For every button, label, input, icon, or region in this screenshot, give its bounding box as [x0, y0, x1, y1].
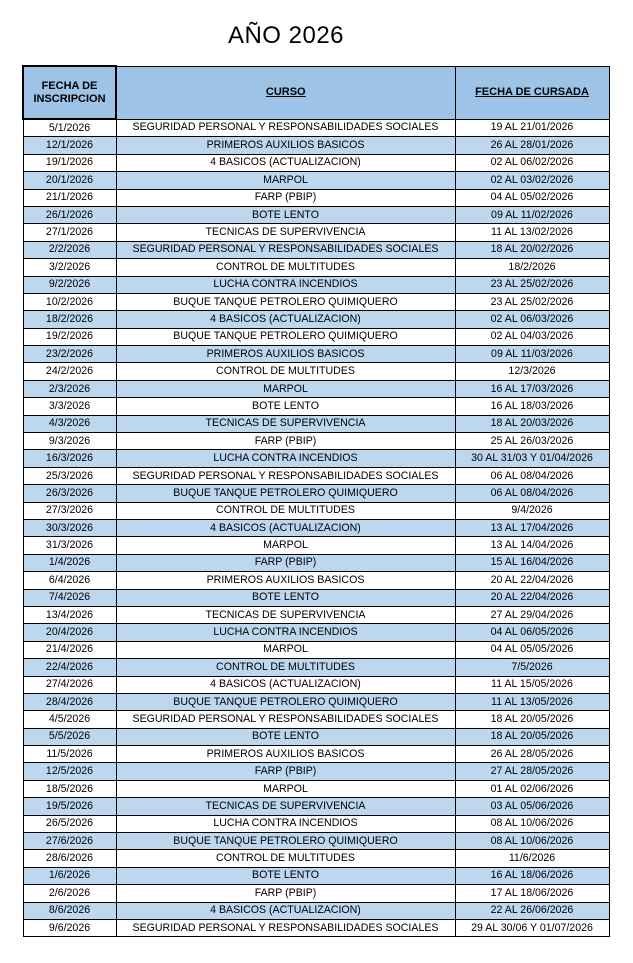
fecha-cursada-cell: 20 AL 22/04/2026 [455, 572, 609, 589]
curso-cell: PRIMEROS AUXILIOS BASICOS [116, 346, 455, 363]
curso-cell: SEGURIDAD PERSONAL Y RESPONSABILIDADES SOCIALES [116, 467, 455, 484]
curso-cell: LUCHA CONTRA INCENDIOS [116, 624, 455, 641]
curso-cell: MARPOL [116, 641, 455, 658]
fecha-cursada-cell: 19 AL 21/01/2026 [455, 119, 609, 137]
table-row [23, 572, 609, 589]
fecha-cursada-cell: 26 AL 28/05/2026 [455, 746, 609, 763]
table-row [23, 328, 609, 345]
fecha-cursada-cell: 02 AL 03/02/2026 [455, 172, 609, 189]
fecha-cursada-cell: 02 AL 06/02/2026 [455, 154, 609, 171]
table-row [23, 415, 609, 432]
fecha-cursada-cell: 09 AL 11/03/2026 [455, 346, 609, 363]
fecha-inscripcion-cell: 20/1/2026 [23, 172, 116, 189]
fecha-inscripcion-cell: 27/3/2026 [23, 502, 116, 519]
fecha-cursada-cell: 9/4/2026 [455, 502, 609, 519]
fecha-inscripcion-cell: 18/2/2026 [23, 311, 116, 328]
fecha-cursada-cell: 29 AL 30/06 Y 01/07/2026 [455, 919, 609, 936]
curso-cell: 4 BASICOS (ACTUALIZACION) [116, 154, 455, 171]
fecha-inscripcion-cell: 19/2/2026 [23, 328, 116, 345]
curso-cell: BOTE LENTO [116, 398, 455, 415]
curso-cell: BUQUE TANQUE PETROLERO QUIMIQUERO [116, 328, 455, 345]
fecha-inscripcion-cell: 3/2/2026 [23, 259, 116, 276]
fecha-inscripcion-cell: 5/5/2026 [23, 728, 116, 745]
curso-cell: SEGURIDAD PERSONAL Y RESPONSABILIDADES SOCIALES [116, 919, 455, 936]
table-row [23, 676, 609, 693]
curso-cell: SEGURIDAD PERSONAL Y RESPONSABILIDADES SOCIALES [116, 119, 455, 137]
fecha-cursada-cell: 22 AL 26/06/2026 [455, 902, 609, 919]
curso-cell: BUQUE TANQUE PETROLERO QUIMIQUERO [116, 833, 455, 850]
fecha-inscripcion-cell: 9/2/2026 [23, 276, 116, 293]
fecha-inscripcion-cell: 7/4/2026 [23, 589, 116, 606]
fecha-cursada-cell: 18 AL 20/03/2026 [455, 415, 609, 432]
fecha-cursada-cell: 11 AL 13/02/2026 [455, 224, 609, 241]
curso-cell: TECNICAS DE SUPERVIVENCIA [116, 224, 455, 241]
fecha-inscripcion-cell: 26/5/2026 [23, 815, 116, 832]
table-row [23, 380, 609, 397]
table-row [23, 919, 609, 936]
table-row [23, 606, 609, 623]
fecha-inscripcion-cell: 30/3/2026 [23, 519, 116, 536]
table-row [23, 815, 609, 832]
curso-cell: BOTE LENTO [116, 867, 455, 884]
curso-cell: TECNICAS DE SUPERVIVENCIA [116, 798, 455, 815]
fecha-cursada-cell: 04 AL 06/05/2026 [455, 624, 609, 641]
header-fecha-cursada: FECHA DE CURSADA [455, 66, 609, 119]
table-row [23, 519, 609, 536]
curso-cell: CONTROL DE MULTITUDES [116, 259, 455, 276]
fecha-inscripcion-cell: 13/4/2026 [23, 606, 116, 623]
table-row [23, 433, 609, 450]
fecha-cursada-cell: 04 AL 05/05/2026 [455, 641, 609, 658]
curso-cell: 4 BASICOS (ACTUALIZACION) [116, 311, 455, 328]
fecha-inscripcion-cell: 25/3/2026 [23, 467, 116, 484]
table-row [23, 589, 609, 606]
fecha-inscripcion-cell: 27/4/2026 [23, 676, 116, 693]
fecha-inscripcion-cell: 2/6/2026 [23, 885, 116, 902]
fecha-inscripcion-cell: 10/2/2026 [23, 293, 116, 310]
curso-cell: FARP (PBIP) [116, 763, 455, 780]
table-row [23, 659, 609, 676]
table-row [23, 537, 609, 554]
fecha-inscripcion-cell: 16/3/2026 [23, 450, 116, 467]
fecha-inscripcion-cell: 2/3/2026 [23, 380, 116, 397]
curso-cell: MARPOL [116, 380, 455, 397]
table-row [23, 502, 609, 519]
table-row [23, 311, 609, 328]
fecha-cursada-cell: 20 AL 22/04/2026 [455, 589, 609, 606]
fecha-inscripcion-cell: 23/2/2026 [23, 346, 116, 363]
fecha-inscripcion-cell: 12/1/2026 [23, 137, 116, 154]
fecha-inscripcion-cell: 1/4/2026 [23, 554, 116, 571]
table-row [23, 450, 609, 467]
fecha-inscripcion-cell: 1/6/2026 [23, 867, 116, 884]
table-row [23, 119, 609, 137]
fecha-inscripcion-cell: 2/2/2026 [23, 241, 116, 258]
table-row [23, 711, 609, 728]
curso-cell: SEGURIDAD PERSONAL Y RESPONSABILIDADES SOCIALES [116, 711, 455, 728]
curso-cell: LUCHA CONTRA INCENDIOS [116, 815, 455, 832]
fecha-cursada-cell: 06 AL 08/04/2026 [455, 467, 609, 484]
curso-cell: SEGURIDAD PERSONAL Y RESPONSABILIDADES SOCIALES [116, 241, 455, 258]
table-row [23, 641, 609, 658]
fecha-cursada-cell: 01 AL 02/06/2026 [455, 780, 609, 797]
curso-cell: BOTE LENTO [116, 206, 455, 223]
fecha-inscripcion-cell: 9/6/2026 [23, 919, 116, 936]
table-row [23, 467, 609, 484]
fecha-inscripcion-cell: 8/6/2026 [23, 902, 116, 919]
curso-cell: 4 BASICOS (ACTUALIZACION) [116, 676, 455, 693]
curso-cell: PRIMEROS AUXILIOS BASICOS [116, 137, 455, 154]
fecha-inscripcion-cell: 4/3/2026 [23, 415, 116, 432]
fecha-cursada-cell: 13 AL 14/04/2026 [455, 537, 609, 554]
header-fecha-inscripcion-label: FECHA DE INSCRIPCION [33, 79, 106, 105]
table-row [23, 902, 609, 919]
table-row [23, 206, 609, 223]
fecha-cursada-cell: 27 AL 28/05/2026 [455, 763, 609, 780]
curso-cell: FARP (PBIP) [116, 189, 455, 206]
curso-cell: BUQUE TANQUE PETROLERO QUIMIQUERO [116, 485, 455, 502]
fecha-cursada-cell: 08 AL 10/06/2026 [455, 833, 609, 850]
curso-cell: TECNICAS DE SUPERVIVENCIA [116, 606, 455, 623]
fecha-cursada-cell: 02 AL 06/03/2026 [455, 311, 609, 328]
fecha-inscripcion-cell: 28/6/2026 [23, 850, 116, 867]
table-row [23, 780, 609, 797]
table-row [23, 798, 609, 815]
fecha-cursada-cell: 26 AL 28/01/2026 [455, 137, 609, 154]
curso-cell: MARPOL [116, 537, 455, 554]
table-row [23, 728, 609, 745]
curso-cell: CONTROL DE MULTITUDES [116, 659, 455, 676]
table-row [23, 850, 609, 867]
curso-cell: BUQUE TANQUE PETROLERO QUIMIQUERO [116, 293, 455, 310]
table-row [23, 363, 609, 380]
fecha-cursada-cell: 25 AL 26/03/2026 [455, 433, 609, 450]
curso-cell: FARP (PBIP) [116, 554, 455, 571]
fecha-cursada-cell: 23 AL 25/02/2026 [455, 276, 609, 293]
curso-cell: PRIMEROS AUXILIOS BASICOS [116, 572, 455, 589]
fecha-cursada-cell: 27 AL 29/04/2026 [455, 606, 609, 623]
fecha-cursada-cell: 12/3/2026 [455, 363, 609, 380]
fecha-cursada-cell: 18 AL 20/05/2026 [455, 728, 609, 745]
table-row [23, 172, 609, 189]
curso-cell: FARP (PBIP) [116, 433, 455, 450]
fecha-cursada-cell: 08 AL 10/06/2026 [455, 815, 609, 832]
fecha-inscripcion-cell: 24/2/2026 [23, 363, 116, 380]
fecha-cursada-cell: 18/2/2026 [455, 259, 609, 276]
fecha-cursada-cell: 30 AL 31/03 Y 01/04/2026 [455, 450, 609, 467]
table-row [23, 241, 609, 258]
fecha-cursada-cell: 18 AL 20/02/2026 [455, 241, 609, 258]
curso-cell: LUCHA CONTRA INCENDIOS [116, 276, 455, 293]
fecha-inscripcion-cell: 28/4/2026 [23, 693, 116, 710]
fecha-cursada-cell: 09 AL 11/02/2026 [455, 206, 609, 223]
table-row [23, 346, 609, 363]
curso-cell: TECNICAS DE SUPERVIVENCIA [116, 415, 455, 432]
table-row [23, 867, 609, 884]
fecha-inscripcion-cell: 18/5/2026 [23, 780, 116, 797]
table-row [23, 154, 609, 171]
fecha-inscripcion-cell: 20/4/2026 [23, 624, 116, 641]
table-row [23, 224, 609, 241]
table-header-row [23, 66, 609, 119]
fecha-cursada-cell: 03 AL 05/06/2026 [455, 798, 609, 815]
table-row [23, 693, 609, 710]
fecha-inscripcion-cell: 3/3/2026 [23, 398, 116, 415]
table-row [23, 624, 609, 641]
fecha-cursada-cell: 11 AL 15/05/2026 [455, 676, 609, 693]
table-row [23, 763, 609, 780]
curso-cell: MARPOL [116, 780, 455, 797]
fecha-cursada-cell: 23 AL 25/02/2026 [455, 293, 609, 310]
header-curso: CURSO [116, 66, 455, 119]
fecha-inscripcion-cell: 26/3/2026 [23, 485, 116, 502]
curso-cell: CONTROL DE MULTITUDES [116, 502, 455, 519]
fecha-inscripcion-cell: 19/5/2026 [23, 798, 116, 815]
curso-cell: CONTROL DE MULTITUDES [116, 363, 455, 380]
fecha-inscripcion-cell: 21/1/2026 [23, 189, 116, 206]
table-row [23, 137, 609, 154]
fecha-inscripcion-cell: 22/4/2026 [23, 659, 116, 676]
table-row [23, 885, 609, 902]
fecha-cursada-cell: 16 AL 18/03/2026 [455, 398, 609, 415]
table-row [23, 259, 609, 276]
fecha-inscripcion-cell: 27/1/2026 [23, 224, 116, 241]
fecha-cursada-cell: 16 AL 17/03/2026 [455, 380, 609, 397]
table-row [23, 398, 609, 415]
fecha-cursada-cell: 18 AL 20/05/2026 [455, 711, 609, 728]
fecha-inscripcion-cell: 19/1/2026 [23, 154, 116, 171]
fecha-inscripcion-cell: 6/4/2026 [23, 572, 116, 589]
curso-cell: CONTROL DE MULTITUDES [116, 850, 455, 867]
fecha-cursada-cell: 11 AL 13/05/2026 [455, 693, 609, 710]
fecha-cursada-cell: 15 AL 16/04/2026 [455, 554, 609, 571]
curso-cell: BOTE LENTO [116, 589, 455, 606]
fecha-inscripcion-cell: 27/6/2026 [23, 833, 116, 850]
table-row [23, 746, 609, 763]
curso-cell: BUQUE TANQUE PETROLERO QUIMIQUERO [116, 693, 455, 710]
curso-cell: FARP (PBIP) [116, 885, 455, 902]
page-title: AÑO 2026 [227, 22, 345, 49]
table-row [23, 189, 609, 206]
table-row [23, 276, 609, 293]
fecha-cursada-cell: 17 AL 18/06/2026 [455, 885, 609, 902]
header-fecha-inscripcion [23, 66, 116, 119]
fecha-inscripcion-cell: 9/3/2026 [23, 433, 116, 450]
fecha-inscripcion-cell: 31/3/2026 [23, 537, 116, 554]
fecha-cursada-cell: 06 AL 08/04/2026 [455, 485, 609, 502]
fecha-inscripcion-cell: 11/5/2026 [23, 746, 116, 763]
fecha-inscripcion-cell: 4/5/2026 [23, 711, 116, 728]
curso-cell: PRIMEROS AUXILIOS BASICOS [116, 746, 455, 763]
fecha-inscripcion-cell: 5/1/2026 [23, 119, 116, 137]
fecha-cursada-cell: 11/6/2026 [455, 850, 609, 867]
fecha-inscripcion-cell: 21/4/2026 [23, 641, 116, 658]
curso-cell: 4 BASICOS (ACTUALIZACION) [116, 902, 455, 919]
curso-cell: 4 BASICOS (ACTUALIZACION) [116, 519, 455, 536]
fecha-cursada-cell: 16 AL 18/06/2026 [455, 867, 609, 884]
fecha-cursada-cell: 04 AL 05/02/2026 [455, 189, 609, 206]
curso-cell: MARPOL [116, 172, 455, 189]
table-row [23, 293, 609, 310]
course-schedule-table [22, 65, 610, 937]
fecha-cursada-cell: 7/5/2026 [455, 659, 609, 676]
curso-cell: BOTE LENTO [116, 728, 455, 745]
fecha-cursada-cell: 13 AL 17/04/2026 [455, 519, 609, 536]
table-row [23, 485, 609, 502]
fecha-inscripcion-cell: 12/5/2026 [23, 763, 116, 780]
fecha-cursada-cell: 02 AL 04/03/2026 [455, 328, 609, 345]
table-row [23, 833, 609, 850]
curso-cell: LUCHA CONTRA INCENDIOS [116, 450, 455, 467]
table-body [23, 119, 609, 937]
table-row [23, 554, 609, 571]
fecha-inscripcion-cell: 26/1/2026 [23, 206, 116, 223]
